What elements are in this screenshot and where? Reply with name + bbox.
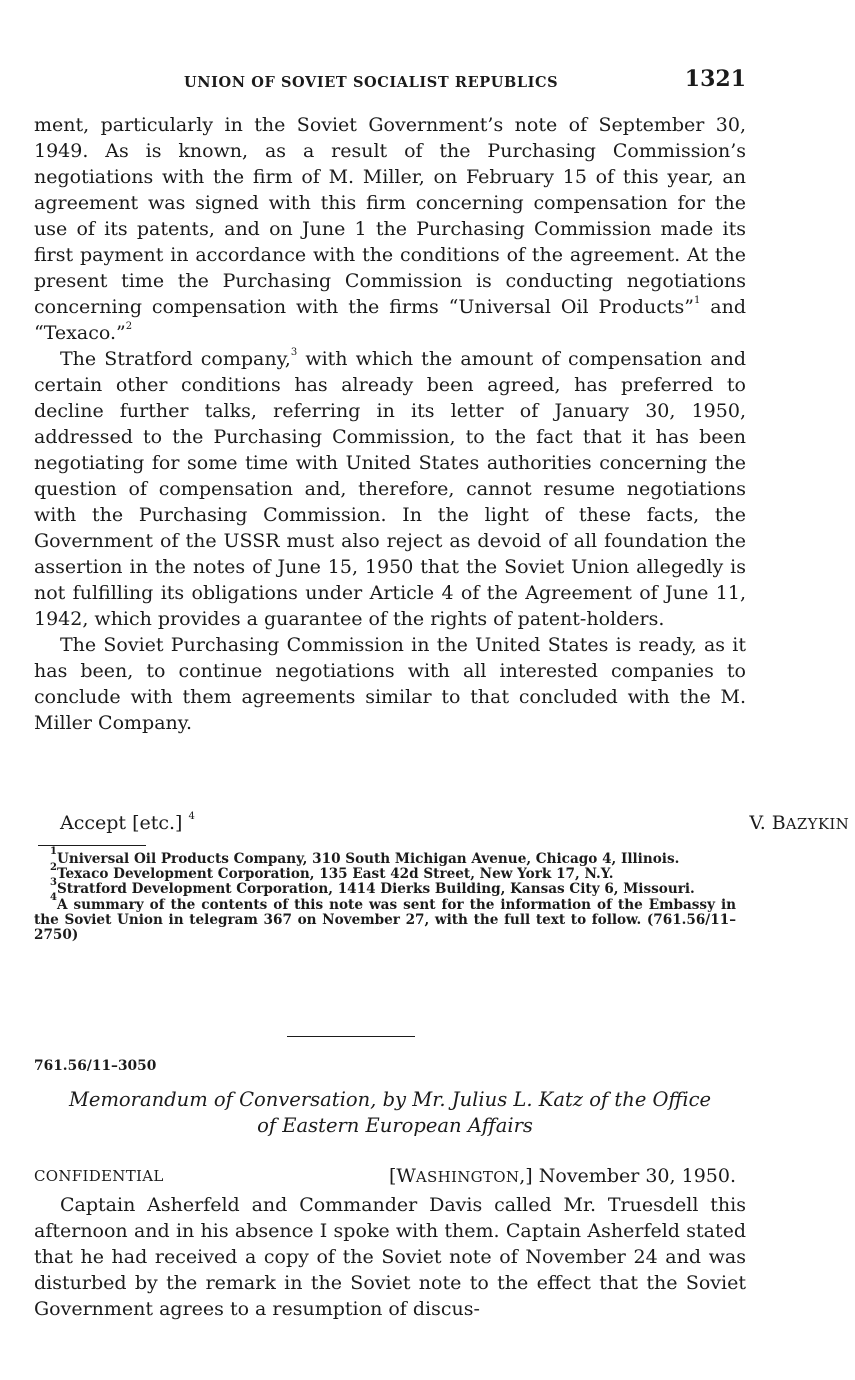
footnote-ref-3: 3 [290,346,298,358]
footnote-mark-3: 3 [50,876,57,888]
paragraph-1-tail: and “Texaco.” [34,296,746,344]
footnotes [34,846,736,944]
memo-body [34,1192,746,1322]
accept-text: Accept [etc.] [60,812,183,834]
footnote-ref-4: 4 [188,810,195,822]
note-body [34,112,746,736]
footnote-mark-2: 2 [50,861,57,873]
page-number: 1321 [684,66,746,92]
paragraph-1 [34,112,746,346]
closing-accept [60,810,195,836]
signature [749,810,849,837]
footnote-4 [34,892,736,944]
footnote-ref-2: 2 [125,320,133,332]
memo-title-line-1: Memorandum of Conversation, by Mr. Julius L. Katz of the Office [68,1088,712,1111]
footnote-text-1: Universal Oil Products Company, 310 South Michigan Avenue, Chicago 4, Illinois. [56,851,680,867]
footnote-text-4: A summary of the contents of this note was sent for the information of the Embassy in the Soviet Union in telegram 367 on November 27, with the full text to follow. (761.56/11–2750) [34,896,736,944]
footnote-ref-1: 1 [693,294,701,306]
dateline-open: [W [388,1165,416,1187]
memo-title [34,1087,746,1139]
dateline-rest: ,] November 30, 1950. [519,1165,736,1187]
footnote-mark-4: 4 [50,892,57,904]
footnote-text-2: Texaco Development Corporation, 135 East 42d Street, New York 17, N.Y. [56,866,614,883]
file-reference: 761.56/11–3050 [34,1058,157,1074]
paragraph-3: The Soviet Purchasing Commission in the United States is ready, as it has been, to continue negotiations with all interested companies to conclude with them agreements similar to that concluded with the M. Miller Company. [34,634,746,734]
paragraph-2-start: The Stratford company, [60,348,291,370]
footnote-1 [34,846,736,867]
footnote-mark-1: 1 [50,846,57,858]
paragraph-2 [34,346,746,632]
running-head: UNION OF SOVIET SOCIALIST REPUBLICS [184,74,559,91]
paragraph-1-text: ment, particularly in the Soviet Government’s note of September 30, 1949. As is known, as a result of the Purchasing Commission’s negotiations with the firm of M. Miller, on February 15 of this year, an agreement was signed with this firm concerning compensation for the use of its patents, and on June 1 the Purchasing Commission made its first payment in accordance with the conditions of the agreement. At the present time the Purchasing Commission is conducting negotiations concerning compensation with the firms “Universal Oil Products” [34,114,746,318]
signature-rest: AZYKIN [785,815,849,833]
signature-initial: V. B [749,812,786,834]
footnote-text-3: Stratford Development Corporation, 1414 Dierks Building, Kansas City 6, Missouri. [56,881,695,898]
memo-paragraph-1: Captain Asherfeld and Commander Davis called Mr. Truesdell this afternoon and in his absence I spoke with them. Captain Asherfeld stated that he had received a copy of the Soviet note of November 24 and was disturbed by the remark in the Soviet note to the effect that the Soviet Government agrees to a resumption of discus- [34,1194,746,1320]
footnote-2 [34,861,736,883]
dateline [389,1163,736,1190]
dateline-place: ASHINGTON [415,1168,520,1186]
memo-title-line-2: of Eastern European Affairs [257,1114,533,1137]
dateline-row [34,1163,736,1189]
closing-row [60,810,849,836]
footnote-3 [34,876,736,898]
classification-label: CONFIDENTIAL [34,1167,164,1185]
paragraph-2-rest: with which the amount of compensation and certain other conditions has already been agreed, has preferred to decline further talks, referring in its letter of January 30, 1950, addressed to the Purchasing Commission, to the fact that it has been negotiating for some time with United States authorities concerning the question of compensation and, therefore, cannot resume negotiations with the Purchasing Commission. In the light of these facts, the Government of the USSR must also reject as devoid of all foundation the assertion in the notes of June 15, 1950 that the Soviet Union allegedly is not fulfilling its obligations under Article 4 of the Agreement of June 11, 1942, which provides a guarantee of the rights of patent-holders. [34,348,746,630]
page-header [34,66,746,100]
section-divider [287,1036,415,1037]
